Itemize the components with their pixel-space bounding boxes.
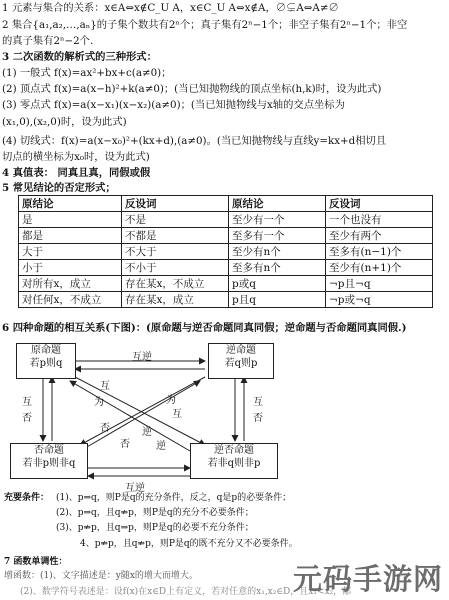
text-line-l5: 5 常见结论的否定形式； [2, 182, 116, 194]
label-diag-a1: 互 [100, 381, 110, 392]
condition-1: (1)、p⇒q，则P是q的充分条件，反之，q是p的必要条件； [56, 493, 292, 503]
table-cell: 小于 [19, 260, 122, 276]
table-cell: 对任何x，不成立 [19, 292, 122, 308]
label-diag-a2: 为 [166, 395, 176, 406]
table-header-row [19, 196, 433, 212]
table-cell: 不大于 [122, 244, 229, 260]
table-cell: 一个也没有 [326, 212, 433, 228]
table-cell: 至少有n个 [229, 244, 326, 260]
table-cell: p且q [229, 292, 326, 308]
table-row [19, 260, 433, 276]
table-cell: 至多有一个 [229, 228, 326, 244]
text-line-l3a: (1) 一般式 f(x)=ax²+bx+c(a≠0)； [2, 67, 172, 79]
contrapositive-title: 逆否命题 [214, 445, 254, 456]
label-bottom: 互逆 [125, 483, 145, 494]
text-line-l4: 4 真值表： 同真且真，同假或假 [2, 167, 151, 179]
table-row [19, 292, 433, 308]
inverse-title: 否命题 [34, 445, 64, 456]
table-cell: 至少有一个 [229, 212, 326, 228]
text-line-l3d: (x₁,0),(x₂,0)时，设为此式) [2, 116, 127, 128]
original-title: 原命题 [31, 345, 61, 356]
label-diag-c1: 逆 [142, 427, 152, 438]
table-header-cell: 原结论 [229, 196, 326, 212]
text-line-l1: 1 元素与集合的关系：x∈A⇔x∉C_U A，x∈C_U A⇔x∉A，∅⊊A⇔A≠∅ [2, 2, 339, 14]
negation-table [18, 195, 433, 308]
table-cell: 大于 [19, 244, 122, 260]
table-cell: ¬p且¬q [326, 276, 433, 292]
condition-2: (2)、p⇒q，且q⇏p，则P是q的充分不必要条件； [56, 508, 254, 518]
box-converse [208, 343, 274, 379]
table-cell: 至少有(n+1)个 [326, 260, 433, 276]
label-diag-b1: 为 [94, 397, 104, 408]
text-line-l3c: (3) 零点式 f(x)=a(x−x₁)(x−x₂)(a≠0)；(当已知抛物线与x轴的交点坐标为 [2, 99, 345, 111]
contrapositive-sub: 若非q则非p [207, 458, 261, 469]
label-top: 互逆 [132, 352, 152, 363]
text-line-l3e: (4) 切线式：f(x)=a(x−x₀)²+(kx+d),(a≠0)。(当已知抛物线与直线y=kx+d相切且 [2, 135, 387, 147]
box-original [16, 343, 76, 379]
table-cell: 存在某x，成立 [122, 292, 229, 308]
text-line-l3f: 切点的横坐标为x₀时，设为此式) [2, 151, 150, 163]
box-contrapositive [190, 443, 278, 479]
table-row [19, 228, 433, 244]
converse-title: 逆命题 [226, 345, 256, 356]
table-cell: 是 [19, 212, 122, 228]
label-diag-d1: 否 [100, 423, 110, 434]
label-diag-b2: 互 [172, 409, 182, 420]
text-line-l3b: (2) 顶点式 f(x)=a(x−h)²+k(a≠0)；(当已知抛物线的顶点坐标(h,k)时，设为此式) [2, 83, 382, 95]
condition-4: 4、p⇏p，且q⇏p，则P是q的既不充分又不必要条件。 [80, 539, 298, 549]
table-cell: 都是 [19, 228, 122, 244]
table-row [19, 244, 433, 260]
label-left-1: 互 [22, 397, 32, 408]
table-header-cell: 反设词 [122, 196, 229, 212]
label-left-2: 否 [22, 413, 32, 424]
text-line-l2b: 的真子集有2ⁿ−2个. [2, 35, 94, 47]
text-line-l2a: 2 集合{a₁,a₂,…,aₙ}的子集个数共有2ⁿ个；真子集有2ⁿ−1个；非空子集有2ⁿ−1个；非空 [2, 19, 408, 31]
inverse-sub: 若非p则非q [22, 458, 76, 469]
monotone-line-2: (2)、数学符号表述是：设f(x)在x∈D上有定义，若对任意的x₁,x₂∈D，且x₁<x₂，都 [20, 587, 352, 597]
conditions-title: 充要条件： [4, 493, 50, 503]
table-cell: 存在某x，不成立 [122, 276, 229, 292]
watermark-logo: 元码手游网 [292, 562, 443, 596]
table-header-cell: 反设词 [326, 196, 433, 212]
table-cell: 不都是 [122, 228, 229, 244]
table-header-cell: 原结论 [19, 196, 122, 212]
table-cell: 不小于 [122, 260, 229, 276]
four-propositions-diagram [0, 333, 449, 493]
table-cell: p或q [229, 276, 326, 292]
table-cell: 对所有x，成立 [19, 276, 122, 292]
label-right-1: 互 [253, 397, 263, 408]
table-row [19, 212, 433, 228]
label-diag-d2: 逆 [156, 441, 166, 452]
original-sub: 若p则q [29, 358, 63, 369]
table-row [19, 276, 433, 292]
condition-3: (3)、p⇏p，且q⇒p，则P是q的必要不充分条件； [56, 523, 254, 533]
box-inverse [10, 443, 88, 479]
table-cell: 至少有两个 [326, 228, 433, 244]
converse-sub: 若q则p [224, 358, 258, 369]
monotone-title: 7 函数单调性： [4, 557, 68, 567]
table-cell: 不是 [122, 212, 229, 228]
table-cell: ¬p或¬q [326, 292, 433, 308]
text-line-l6: 6 四种命题的相互关系(下图)：(原命题与逆否命题同真同假；逆命题与否命题同真同假.) [2, 322, 407, 334]
label-diag-c2: 否 [120, 439, 130, 450]
monotone-line-1: 增函数：(1)、文字描述是：y随x的增大而增大。 [4, 571, 198, 581]
label-right-2: 否 [253, 413, 263, 424]
table-cell: 至多有n个 [229, 260, 326, 276]
table-cell: 至多有(n−1)个 [326, 244, 433, 260]
text-line-l3: 3 二次函数的解析式的三种形式： [2, 51, 157, 63]
